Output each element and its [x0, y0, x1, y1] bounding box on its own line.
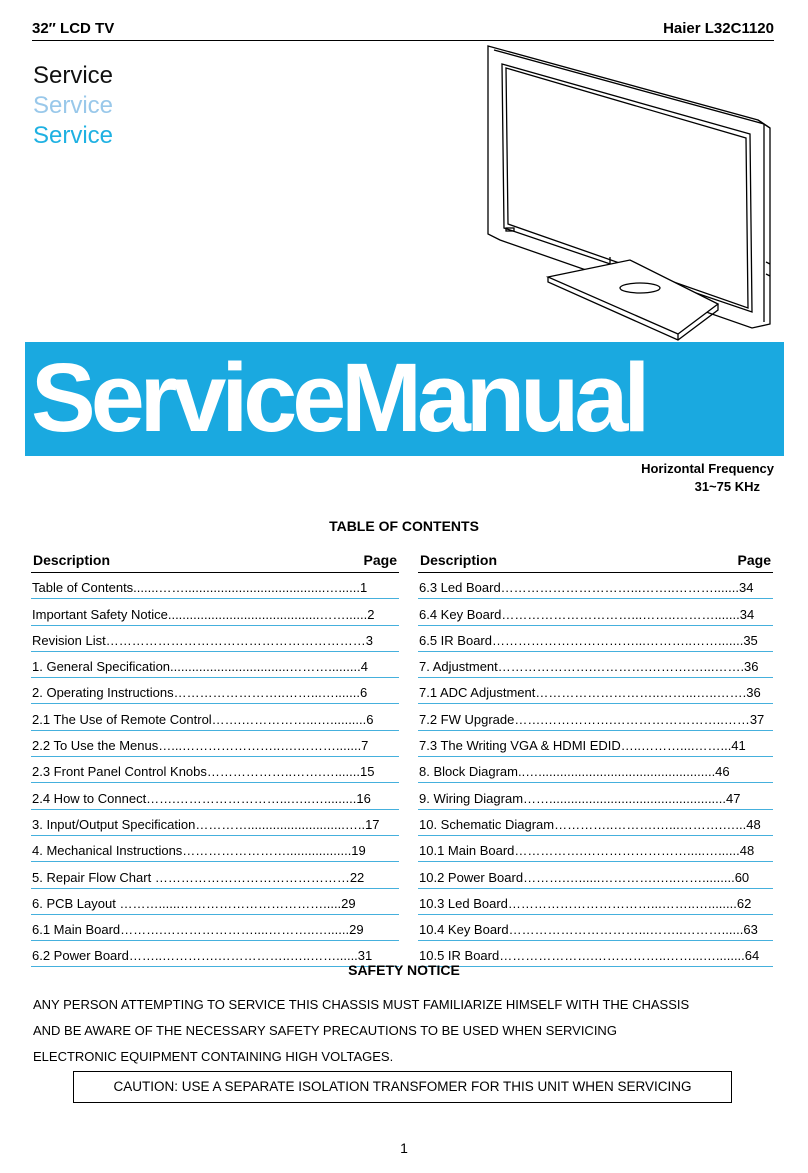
toc-right-header [418, 550, 773, 573]
horizontal-frequency [641, 460, 774, 496]
toc-entry-text: 10. Schematic Diagram…………..……….…...……….…...48 [419, 816, 761, 832]
toc-entry-text: 2. Operating Instructions……………………..……...….......6 [32, 685, 368, 701]
toc-entry[interactable] [418, 890, 773, 915]
service-word-black: Service [33, 62, 114, 89]
toc-entry[interactable] [31, 706, 399, 731]
toc-page-header: Page [363, 552, 397, 568]
toc-entry[interactable] [418, 601, 773, 626]
toc-entry-text: 7.2 FW Upgrade…….…………….……………………..……37 [419, 711, 765, 727]
toc-entry-text: 7. Adjustment………………….………….……….…...…….36 [419, 659, 759, 675]
toc-left-column [31, 550, 399, 967]
toc-entry-text: Table of Contents.......…….......................................…......1 [32, 580, 368, 596]
toc-right-column [418, 550, 773, 967]
toc-entry[interactable] [418, 811, 773, 836]
toc-entry-text: Important Safety Notice..........................................……......2 [32, 606, 375, 622]
toc-entry-text: 6.1 Main Board……….…………………....………..…......29 [32, 922, 364, 938]
page-header [32, 18, 774, 41]
toc-entry-text: 6. PCB Layout ………......…………………………….....29 [32, 895, 356, 911]
toc-entry[interactable] [31, 732, 399, 757]
toc-entry[interactable] [418, 706, 773, 731]
toc-entry[interactable] [31, 759, 399, 784]
toc-entry-text: 10.4 Key Board…………………………...……..………......63 [419, 922, 758, 938]
banner-title: ServiceManual [31, 343, 646, 452]
toc-entry[interactable] [418, 916, 773, 941]
toc-entry[interactable] [31, 627, 399, 652]
toc-page-header: Page [737, 552, 771, 568]
toc-entry-text: 10.5 IR Board………………….……………..……...…........64 [419, 948, 760, 964]
toc-entry[interactable] [418, 864, 773, 889]
toc-entry[interactable] [418, 680, 773, 705]
toc-entry[interactable] [418, 837, 773, 862]
toc-entry-text: 9. Wiring Diagram…….................................................47 [419, 790, 741, 806]
toc-entry[interactable] [31, 785, 399, 810]
toc-entry-text: 2.1 The Use of Remote Control…….……………...…..........6 [32, 711, 374, 727]
safety-line: ANY PERSON ATTEMPTING TO SERVICE THIS CHASSIS MUST FAMILIARIZE HIMSELF WITH THE CHASSIS [33, 997, 690, 1012]
lcd-tv-illustration [480, 42, 780, 342]
toc-description-header: Description [420, 552, 498, 568]
toc-entry[interactable] [418, 732, 773, 757]
toc-entry-text: 3. Input/Output Specification…………...........................…..17 [32, 816, 380, 832]
service-manual-banner [25, 342, 784, 456]
toc-left-header [31, 550, 399, 573]
toc-entry-text: 6.5 IR Board……………………………...………..…….......35 [419, 632, 758, 648]
toc-entry[interactable] [31, 601, 399, 626]
toc-entry-text: 5. Repair Flow Chart ………………………………………22 [32, 869, 365, 885]
toc-entry-text: 6.3 Led Board…………………………...……..……….......34 [419, 580, 754, 596]
toc-entry-text: 10.3 Led Board……………………………...……..…........62 [419, 895, 752, 911]
horizontal-frequency-value: 31~75 KHz [694, 479, 760, 494]
toc-entry-text: 4. Mechanical Instructions……………………..................19 [32, 843, 366, 859]
toc-entry[interactable] [418, 627, 773, 652]
safety-line: AND BE AWARE OF THE NECESSARY SAFETY PRECAUTIONS TO BE USED WHEN SERVICING [33, 1023, 617, 1038]
safety-notice-title: SAFETY NOTICE [348, 962, 460, 978]
service-word-light-blue: Service [33, 92, 114, 119]
toc-entry[interactable] [31, 811, 399, 836]
toc-entry-text: 7.1 ADC Adjustment………………………..……...…..…….36 [419, 685, 761, 701]
toc-entry-text: 8. Block Diagram..….................................................46 [419, 764, 730, 780]
toc-entry[interactable] [418, 653, 773, 678]
toc-entry-text: 2.3 Front Panel Control Knobs………………..…….….......15 [32, 764, 375, 780]
toc-entry[interactable] [31, 837, 399, 862]
toc-entry[interactable] [418, 785, 773, 810]
toc-entry[interactable] [31, 653, 399, 678]
toc-entry[interactable] [31, 575, 399, 600]
toc-entry-text: 7.3 The Writing VGA & HDMI EDID…..………....……...41 [419, 738, 746, 754]
toc-entry[interactable] [31, 916, 399, 941]
toc-description-header: Description [33, 552, 111, 568]
header-model-number: Haier L32C1120 [663, 20, 774, 37]
horizontal-frequency-label: Horizontal Frequency [641, 461, 774, 476]
toc-entry-text: 6.2 Power Board……..………….……………..…..……......31 [32, 948, 373, 964]
toc-entry[interactable] [418, 759, 773, 784]
toc-title: TABLE OF CONTENTS [329, 518, 479, 534]
toc-entry[interactable] [31, 864, 399, 889]
toc-entry[interactable] [31, 680, 399, 705]
page-number: 1 [400, 1140, 408, 1156]
toc-entry-text: Revision List……………………………………………………3 [32, 632, 373, 648]
toc-entry-text: 1. General Specification.................................……….........4 [32, 659, 368, 675]
toc-entry-text: 2.4 How to Connect…….……………………...…..….........16 [32, 790, 371, 806]
toc-entry-text: 10.1 Main Board…………….…………………….....…......48 [419, 843, 755, 859]
safety-line: ELECTRONIC EQUIPMENT CONTAINING HIGH VOLTAGES. [33, 1049, 394, 1064]
safety-notice-text [33, 992, 773, 1070]
caution-box: CAUTION: USE A SEPARATE ISOLATION TRANSFOMER FOR THIS UNIT WHEN SERVICING [73, 1071, 732, 1103]
service-word-blue: Service [33, 122, 114, 149]
toc-entry-text: 2.2 To Use the Menus…...…………………..….……….......7 [32, 738, 369, 754]
header-model-size: 32″ LCD TV [32, 20, 115, 37]
toc-entry[interactable] [31, 890, 399, 915]
toc-entry-text: 10.2 Power Board……….…......………….…..…….........60 [419, 869, 750, 885]
toc-entry[interactable] [418, 575, 773, 600]
toc-entry-text: 6.4 Key Board…………………………...……..……….......34 [419, 606, 755, 622]
